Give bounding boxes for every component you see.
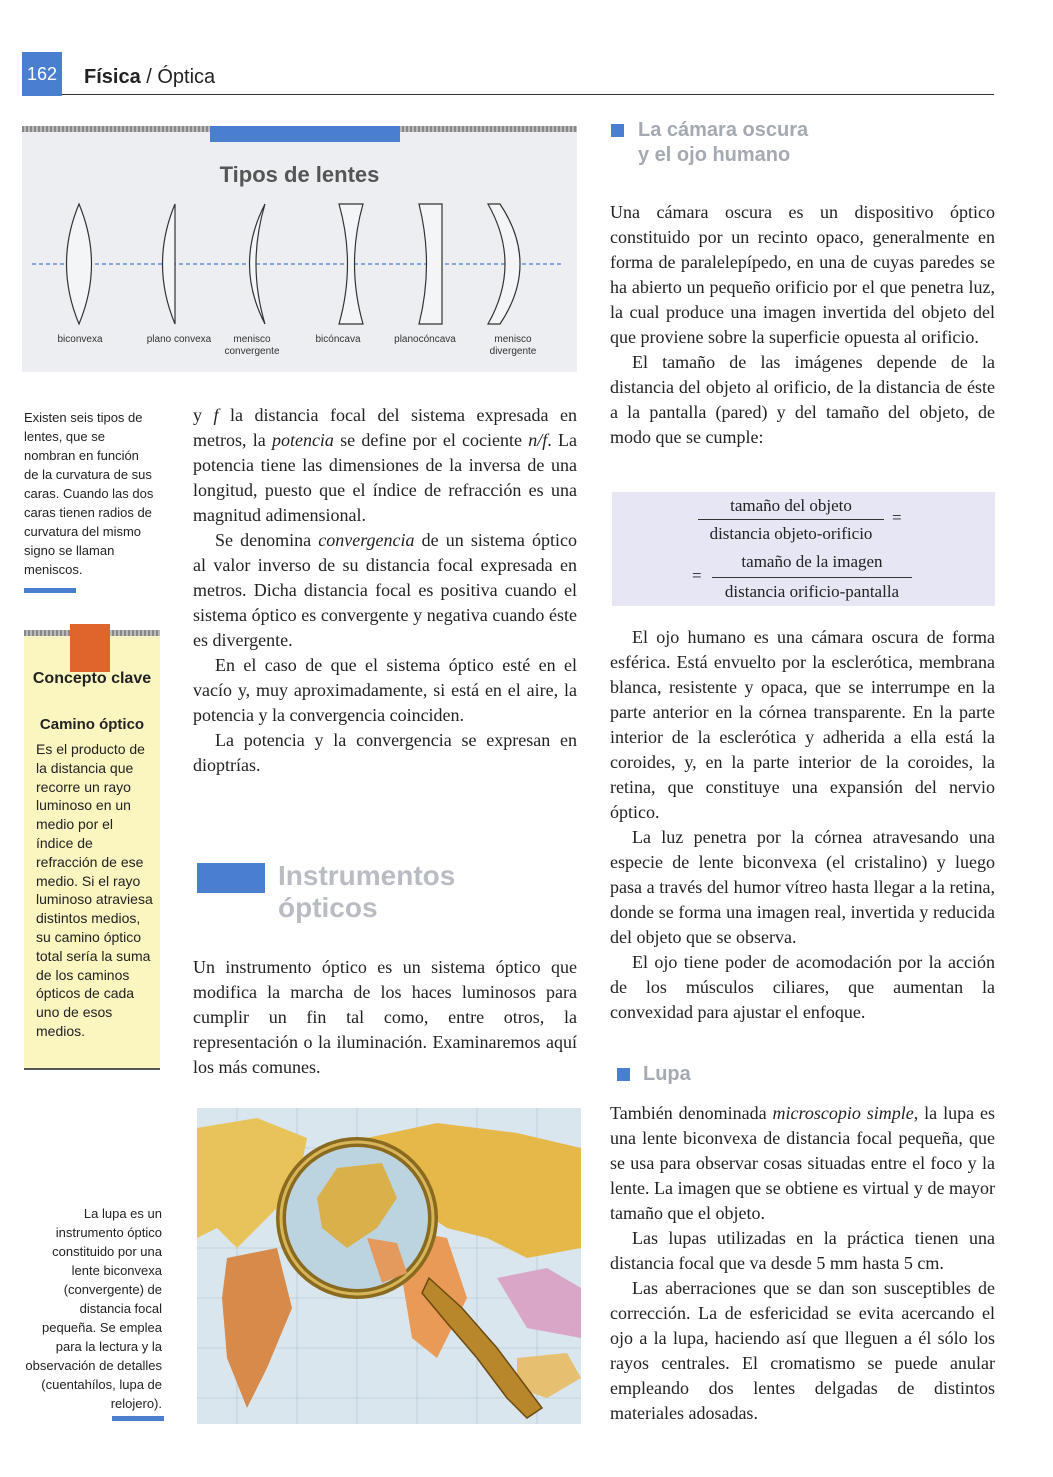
label-menisco-divergente [463, 334, 563, 358]
label-menisco-convergente [202, 334, 302, 358]
key-concept-box [24, 630, 160, 1070]
title-line: ópticos [278, 892, 378, 923]
paragraph: El ojo tiene poder de acomodación por la acción de los músculos ciliares, que aumentan la convexidad para ajustar el enfoque. [610, 952, 995, 1022]
label-biconcava: bicóncava [315, 334, 361, 345]
label-plano-convexa: plano convexa [146, 334, 212, 345]
fraction-bar-2 [712, 577, 912, 578]
figure-title: Tipos de lentes [219, 162, 380, 187]
label-line: menisco [233, 334, 271, 345]
lens-biconvex [67, 204, 92, 324]
title-line: y el ojo humano [638, 144, 791, 166]
label-line: convergente [224, 346, 280, 357]
magnifying-glass-map-photo [197, 1108, 581, 1424]
term-convergencia: convergencia [318, 530, 415, 550]
instrumentos-text [193, 955, 577, 1080]
text: Se denomina [215, 530, 319, 550]
symbol-nf: n/f [528, 430, 548, 450]
header-topic: Óptica [157, 66, 216, 88]
side-note-accent [24, 588, 76, 593]
section-accent-block [197, 863, 265, 893]
section-title-instrumentos [278, 860, 455, 924]
paragraph: Una cámara oscura es un dispositivo óptico constituido por un recinto opaco, generalmente en forma de paralelepípedo, en una de cuyas paredes se ha abierto un pequeño orificio por el que penetra luz, la cual produce una imagen invertida del objeto del que proviene sobre la superficie opuesta al orificio. [610, 202, 995, 347]
section-bullet [617, 1068, 630, 1081]
camara-text [610, 200, 995, 450]
lupa-text [610, 1101, 995, 1426]
denominator-2: distancia orificio-pantalla [724, 582, 900, 601]
concept-accent-tab [70, 624, 110, 672]
paragraph: Un instrumento óptico es un sistema óptico que modifica la marcha de los haces luminosos para cumplir un fin tal como, entre otros, la representación o la iluminación. Examinaremos aquí los más comunes. [193, 957, 577, 1077]
term-microscopio-simple: microscopio simple [772, 1103, 914, 1123]
side-note-lens-types: Existen seis tipos de lentes, que se nombran en función de la curvatura de sus caras. Cuando las dos caras tienen radios de curvatura del mismo signo se llaman meniscos. [24, 410, 154, 577]
paragraph: En el caso de que el sistema óptico esté en el vacío y, muy aproximadamente, si está en el aire, la potencia y la convergencia coinciden. [193, 655, 577, 725]
title-line: La cámara oscura [638, 119, 809, 141]
title-line: Instrumentos [278, 860, 456, 891]
paragraph: La potencia y la convergencia se expresan en dioptrías. [193, 730, 577, 775]
text: También denominada [610, 1103, 773, 1123]
section-title-camara [638, 118, 808, 168]
equals-sign-2: = [692, 566, 702, 585]
running-header [84, 66, 215, 89]
paragraph: La luz penetra por la córnea atravesando una especie de lente biconvexa (el cristalino) y luego pasa a través del humor vítreo hasta llegar a la retina, donde se forma una imagen real, invertida y reducida del objeto que se observa. [610, 827, 995, 947]
header-subject: Física [84, 66, 141, 88]
fraction-bar-1 [698, 519, 884, 520]
main-column-text [193, 403, 577, 778]
side-note-accent [112, 1416, 164, 1421]
paragraph: El tamaño de las imágenes depende de la distancia del objeto al orificio, de la distancia de éste a la pantalla (pared) y del tamaño del objeto, de modo que se cumple: [610, 352, 995, 447]
text: . La potencia tiene las dimensiones de la inversa de una longitud, puesto que el índice de refracción es una magnitud adimensional. [193, 430, 577, 525]
text: y [193, 405, 214, 425]
lens-diagrams [22, 196, 577, 336]
text: la distancia focal del sistema expresada en metros, la [193, 405, 577, 450]
ojo-humano-text [610, 625, 995, 1025]
label-planoconcava: planocóncava [394, 334, 456, 345]
page-number: 162 [22, 52, 62, 96]
term-potencia: potencia [271, 430, 334, 450]
text: , la lupa es una lente biconvexa de distancia focal pequeña, que se usa para observar cosas situadas entre el foco y la lente. La imagen que se obtiene es virtual y de mayor tamaño que el objeto. [610, 1103, 995, 1223]
paragraph: Las aberraciones que se dan son susceptibles de corrección. La de esfericidad se evita acercando el ojo a la lupa, haciendo así que lleguen a él sólo los rayos centrales. El cromatismo se puede anular empleando dos lentes delgadas de distintos materiales adosadas. [610, 1278, 995, 1423]
paragraph [193, 528, 577, 653]
text: se define por el cociente [333, 430, 529, 450]
text: de un sistema óptico al valor inverso de su distancia focal expresada en metros. Dicha distancia focal es positiva cuando el sistema óptico es convergente y negativa cuando éste es divergente. [193, 530, 577, 650]
denominator-1: distancia objeto-orificio [709, 524, 873, 543]
label-line: divergente [489, 346, 537, 357]
side-note-lupa: La lupa es un instrumento óptico constituido por una lente biconvexa (convergente) de distancia focal pequeña. Se emplea para la lectura y la observación de detalles (cuentahílos, lupa de relojero). [25, 1206, 162, 1411]
paragraph: El ojo humano es una cámara oscura de forma esférica. Está envuelto por la esclerótica, membrana blanca, resistente y opaca, que se interrumpe en la parte anterior en la córnea transparente. En la parte interior de la esclerótica y adherida a ella está la coroides, y, en la parte interior de la coroides, la retina, que constituye una expansión del nervio óptico. [610, 627, 995, 822]
concept-bottom-rule [24, 1068, 160, 1070]
photo-illustration [197, 1108, 581, 1424]
section-bullet [611, 124, 624, 137]
lens-plano-concave [419, 204, 442, 324]
proportion-formula [612, 492, 995, 606]
label-biconvexa: biconvexa [57, 334, 103, 345]
label-line: menisco [494, 334, 532, 345]
paragraph [193, 403, 577, 528]
concept-title: Concepto clave [32, 670, 152, 687]
concept-subtitle: Camino óptico [39, 716, 145, 733]
concept-body: Es el producto de la distancia que recorre un rayo luminoso en un medio por el índice de refracción de ese medio. Si el rayo luminoso atraviesa distintos medios, su camino óptico total sería la suma de los caminos ópticos de cada uno de esos medios. [36, 741, 153, 1039]
symbol-f: f [213, 405, 219, 425]
equals-sign-1: = [892, 508, 902, 527]
figure-accent-bar [210, 126, 400, 142]
section-title-lupa: Lupa [643, 1063, 691, 1085]
header-separator: / [140, 66, 158, 88]
paragraph [610, 1101, 995, 1226]
lens-plano-convex [163, 204, 176, 324]
header-rule [62, 94, 994, 95]
lens-types-figure [22, 126, 577, 372]
paragraph: Las lupas utilizadas en la práctica tienen una distancia focal que va desde 5 mm hasta 5 cm. [610, 1228, 995, 1273]
numerator-2: tamaño de la imagen [741, 552, 883, 571]
numerator-1: tamaño del objeto [730, 496, 852, 515]
